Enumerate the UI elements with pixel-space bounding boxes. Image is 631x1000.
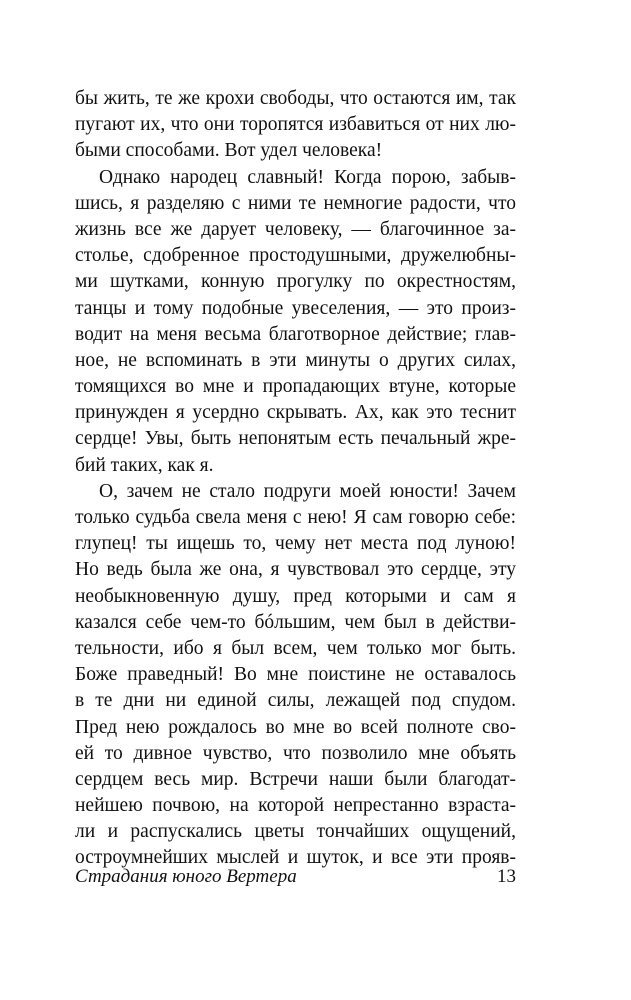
text-line: Боже праведный! Во мне поистине не оставалось (75, 664, 516, 686)
text-line: томящихся во мне и пропадающих втуне, которые (75, 376, 516, 398)
text-line: бий таких, как я. (75, 454, 214, 476)
text-line: ей то дивное чувство, что позволило мне объять (75, 742, 516, 764)
paragraph (75, 479, 516, 872)
text-line: необыкновенную душу, пред которыми и сам я (75, 585, 516, 607)
text-line: нейшею почвою, на которой непрестанно взраста- (75, 795, 516, 817)
text-line: бы жить, те же крохи свободы, что остаются им, так (75, 88, 516, 109)
text-line: ми шутками, конную прогулку по окрестностям, (75, 271, 516, 293)
text-line: сердцем весь мир. Встречи наши были благодат- (75, 768, 516, 790)
text-line: казался себе чем-то бóльшим, чем был в действи- (75, 611, 516, 633)
text-line: танцы и тому подобные увеселения, — это произ- (75, 297, 516, 319)
text-line: шись, я разделяю с ними те немногие радости, что (75, 192, 516, 214)
text-line: ли и распускались цветы тончайших ощущений, (75, 821, 516, 843)
text-line: тельности, ибо я был всем, чем только мог быть. (75, 637, 516, 659)
text-line: водит на меня весьма благотворное действие; глав- (75, 323, 516, 345)
text-line: Пред нею рождалось во мне во всей полноте сво- (75, 716, 516, 738)
text-line: ное, не вспоминать в эти минуты о других силах, (75, 349, 516, 371)
text-line: сердце! Увы, быть непонятым есть печальный жре- (75, 428, 516, 450)
running-title: Страдания юного Вертера (75, 866, 297, 887)
text-line: глупец! ты ищешь то, чему нет места под луною! (75, 533, 516, 555)
paragraph (75, 165, 516, 479)
body-text (75, 86, 516, 872)
text-line: в те дни ни единой силы, лежащей под спудом. (75, 690, 516, 712)
text-line: столье, сдобренное простодушными, дружелюбны- (75, 245, 516, 267)
text-line: быми способами. Вот удел человека! (75, 140, 383, 162)
text-line: Однако народец славный! Когда порою, забыв- (99, 166, 516, 188)
page-number: 13 (497, 866, 516, 887)
text-line: только судьба свела меня с нею! Я сам говорю себе: (75, 507, 516, 528)
paragraph (75, 86, 516, 165)
page-footer (75, 866, 516, 892)
text-line: жизнь все же дарует человеку, — благочинное за- (75, 218, 516, 240)
text-line: принужден я усердно скрывать. Ах, как это теснит (75, 402, 516, 424)
text-line: остроумнейших мыслей и шуток, и все эти прояв- (75, 847, 516, 869)
text-line: О, зачем не стало подруги моей юности! Зачем (99, 480, 516, 502)
text-line: пугают их, что они торопятся избавиться от них лю- (75, 114, 516, 136)
text-line: Но ведь была же она, я чувствовал это сердце, эту (75, 559, 516, 581)
